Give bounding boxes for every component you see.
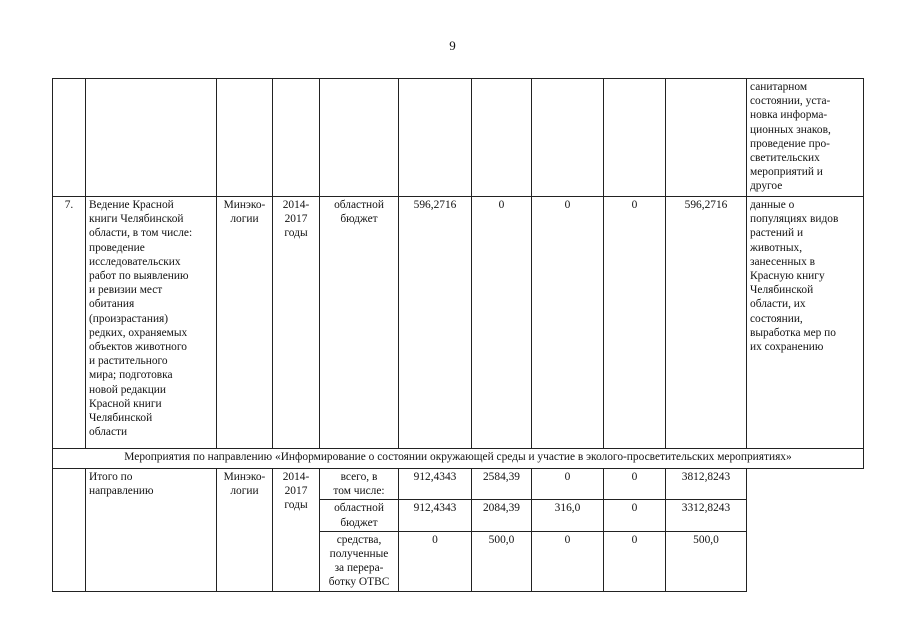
cell-period [273, 79, 320, 197]
total-2016: 0 [532, 469, 604, 500]
cell-result: санитарном состоянии, уста- новка информа- ционных знаков, проведение про- светительских мероприятий и другое [747, 79, 864, 197]
funding-source: областной бюджет [320, 197, 399, 449]
cell-2016 [532, 79, 604, 197]
section-header: Мероприятия по направлению «Информирование о состоянии окружающей среды и участие в эколого-просветительских мероприятиях» [53, 449, 864, 469]
cell-executor [217, 79, 273, 197]
otvs-2015: 500,0 [472, 531, 532, 591]
regional-2014: 912,4343 [399, 500, 472, 531]
value-2017: 0 [604, 197, 666, 449]
section-header-row [53, 449, 864, 469]
otvs-total: 500,0 [666, 531, 747, 591]
cell-source [320, 79, 399, 197]
total-executor: Минэко- логии [217, 469, 273, 592]
otvs-2014: 0 [399, 531, 472, 591]
otvs-2017: 0 [604, 531, 666, 591]
value-total: 596,2716 [666, 197, 747, 449]
total-row-all [53, 469, 864, 500]
program-table [52, 78, 864, 592]
cell-2014 [399, 79, 472, 197]
total-name: Итого по направлению [86, 469, 217, 592]
page-number: 9 [449, 38, 456, 53]
cell-total [666, 79, 747, 197]
value-2016: 0 [532, 197, 604, 449]
total-2015: 2584,39 [472, 469, 532, 500]
expected-result: данные о популяциях видов растений и животных, занесенных в Красную книгу Челябинской области, их состоянии, выработка мер по их сохранению [747, 197, 864, 449]
regional-total: 3312,8243 [666, 500, 747, 531]
otvs-2016: 0 [532, 531, 604, 591]
total-period: 2014- 2017 годы [273, 469, 320, 592]
regional-2015: 2084,39 [472, 500, 532, 531]
total-sum: 3812,8243 [666, 469, 747, 500]
total-2017: 0 [604, 469, 666, 500]
continuation-row [53, 79, 864, 197]
empty-cell [747, 469, 864, 592]
cell-name [86, 79, 217, 197]
total-source: всего, в том числе: [320, 469, 399, 500]
activity-name: Ведение Красной книги Челябинской области, в том числе: проведение исследовательских работ по выявлению и ревизии мест обитания (произрастания) редких, охраняемых объектов животного и растительного мира; подготовка новой редакции Красной книги Челябинской области [86, 197, 217, 449]
otvs-source: средства, полученные за перера- ботку ОТВС [320, 531, 399, 591]
cell-num [53, 79, 86, 197]
period: 2014- 2017 годы [273, 197, 320, 449]
cell-2017 [604, 79, 666, 197]
cell-2015 [472, 79, 532, 197]
regional-2017: 0 [604, 500, 666, 531]
total-num [53, 469, 86, 592]
regional-source: областной бюджет [320, 500, 399, 531]
executor: Минэко- логии [217, 197, 273, 449]
total-2014: 912,4343 [399, 469, 472, 500]
value-2015: 0 [472, 197, 532, 449]
table-row-7 [53, 197, 864, 449]
row-number: 7. [53, 197, 86, 449]
regional-2016: 316,0 [532, 500, 604, 531]
value-2014: 596,2716 [399, 197, 472, 449]
